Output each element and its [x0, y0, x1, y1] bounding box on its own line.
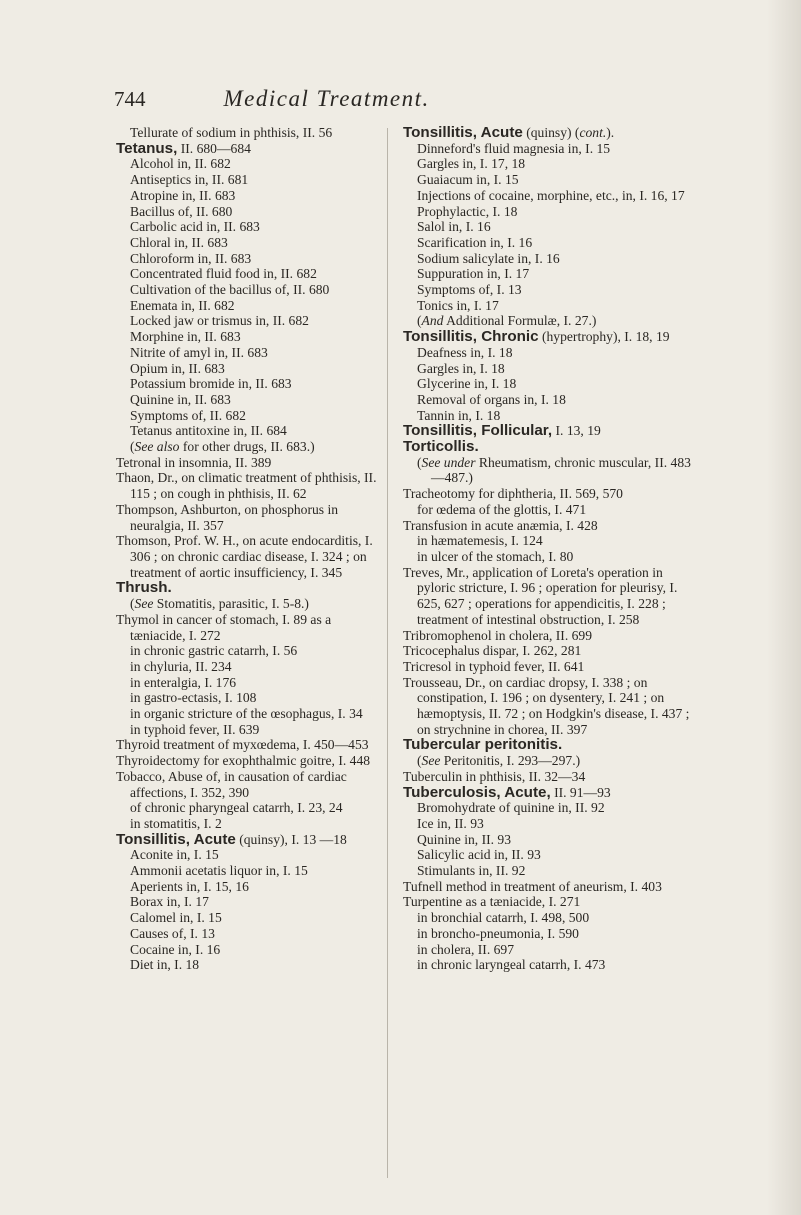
- index-subentry: Glycerine in, I. 18: [417, 376, 517, 392]
- index-entry: Trousseau, Dr., on cardiac dropsy, I. 338 ; on constipation, I. 196 ; on dysentery, I. 241 ; on hæmoptysis, II. 72 ; on Hodgkin's disease, I. 437 ; on strychnine in chorea, II. 397: [403, 674, 690, 737]
- index-heading: [403, 125, 698, 141]
- index-subentry: Injections of cocaine, morphine, etc., in, I. 16, 17: [417, 187, 685, 203]
- index-subentry: Aconite in, I. 15: [130, 847, 219, 863]
- index-entry: Thymol in cancer of stomach, I. 89 as a tæniacide, I. 272: [116, 611, 332, 643]
- index-subentry: Tetanus antitoxine in, II. 684: [130, 423, 287, 439]
- index-subentry: in organic stricture of the œsophagus, I. 34: [130, 706, 363, 722]
- index-heading: [403, 737, 698, 753]
- index-heading: [116, 832, 384, 848]
- index-subentry: in gastro-ectasis, I. 108: [130, 690, 257, 706]
- page-edge-shadow: [767, 0, 801, 1215]
- index-subentry: Potassium bromide in, II. 683: [130, 376, 292, 392]
- index-subentry: Sodium salicylate in, I. 16: [417, 250, 560, 266]
- index-subentry: Chloral in, II. 683: [130, 234, 228, 250]
- index-subentry: Atropine in, II. 683: [130, 187, 236, 203]
- cross-ref-text: Rheumatism, chronic muscular, II. 483—487.): [431, 454, 691, 486]
- index-subentry: Bacillus of, II. 680: [130, 203, 233, 219]
- index-heading: [403, 785, 698, 801]
- cross-reference: [403, 753, 698, 769]
- index-subentry: Symptoms of, I. 13: [417, 282, 522, 298]
- index-subentry: Deafness in, I. 18: [417, 344, 513, 360]
- heading-refs: (quinsy), I. 13 —18: [235, 831, 347, 847]
- heading-term: Thrush.: [116, 579, 172, 597]
- index-subentry: Cultivation of the bacillus of, II. 680: [130, 282, 330, 298]
- index-column-right: [403, 125, 698, 973]
- index-subentry: in chronic laryngeal catarrh, I. 473: [417, 957, 606, 973]
- index-subentry: of chronic pharyngeal catarrh, I. 23, 24: [130, 800, 343, 816]
- index-subentry: Tonics in, I. 17: [417, 297, 499, 313]
- index-subentry: Tannin in, I. 18: [417, 407, 501, 423]
- index-entry: Tuberculin in phthisis, II. 32—34: [403, 768, 586, 784]
- index-subentry: Calomel in, I. 15: [130, 910, 222, 926]
- paren: (: [417, 313, 422, 329]
- heading-term: Tonsillitis, Acute: [403, 124, 523, 141]
- index-subentry: Aperients in, I. 15, 16: [130, 878, 249, 894]
- paren: (: [417, 753, 422, 769]
- index-subentry: Bromohydrate of quinine in, II. 92: [417, 800, 605, 816]
- heading-term: Tonsillitis, Chronic: [403, 328, 539, 346]
- column-divider: [387, 128, 388, 1178]
- index-entry: Thompson, Ashburton, on phosphorus in neuralgia, II. 357: [116, 501, 339, 533]
- index-subentry: in enteralgia, I. 176: [130, 674, 237, 690]
- index-subentry: Diet in, I. 18: [130, 957, 200, 973]
- index-subentry: for œdema of the glottis, I. 471: [417, 501, 587, 517]
- index-entry: Tufnell method in treatment of aneurism, I. 403: [403, 878, 662, 894]
- index-subentry: Stimulants in, II. 92: [417, 863, 526, 879]
- index-heading: [403, 329, 698, 345]
- see-label: See under: [421, 454, 476, 470]
- cross-ref-text: Peritonitis, I. 293—297.): [440, 753, 581, 769]
- running-title: Medical Treatment.: [223, 86, 430, 111]
- index-subentry: Scarification in, I. 16: [417, 234, 533, 250]
- index-subentry: Gargles in, I. 17, 18: [417, 156, 526, 172]
- see-label: See: [421, 753, 441, 769]
- index-entry: Tracheotomy for diphtheria, II. 569, 570: [403, 486, 623, 502]
- index-entry: Turpentine as a tæniacide, I. 271: [403, 894, 581, 910]
- heading-refs: II. 91—93: [550, 784, 611, 800]
- heading-term: Tubercular peritonitis.: [403, 736, 563, 754]
- index-subentry: Causes of, I. 13: [130, 925, 215, 941]
- index-subentry: Enemata in, II. 682: [130, 297, 235, 313]
- index-subentry: Locked jaw or trismus in, II. 682: [130, 313, 309, 329]
- index-subentry: Prophylactic, I. 18: [417, 203, 518, 219]
- index-subentry: Antiseptics in, II. 681: [130, 172, 249, 188]
- index-subentry: Concentrated fluid food in, II. 682: [130, 266, 317, 282]
- index-subentry: in hæmatemesis, I. 124: [417, 533, 543, 549]
- paren: (: [130, 439, 135, 455]
- index-subentry: in ulcer of the stomach, I. 80: [417, 548, 574, 564]
- index-subentry: Carbolic acid in, II. 683: [130, 219, 260, 235]
- heading-term: Tetanus,: [116, 139, 178, 157]
- index-heading: [403, 423, 698, 439]
- index-entry: Thyroid treatment of myxœdema, I. 450—453: [116, 737, 369, 753]
- index-subentry: in chronic gastric catarrh, I. 56: [130, 643, 298, 659]
- index-subentry: Nitrite of amyl in, II. 683: [130, 344, 268, 360]
- index-entry: Tricocephalus dispar, I. 262, 281: [403, 643, 582, 659]
- index-subentry: Cocaine in, I. 16: [130, 941, 221, 957]
- cross-reference: [403, 313, 698, 329]
- index-subentry: Ammonii acetatis liquor in, I. 15: [130, 863, 308, 879]
- index-subentry: in stomatitis, I. 2: [130, 815, 222, 831]
- index-subentry: in broncho-pneumonia, I. 590: [417, 925, 579, 941]
- index-entry: Thaon, Dr., on climatic treatment of phthisis, II. 115 ; on cough in phthisis, II. 62: [116, 470, 377, 502]
- index-entry: Thomson, Prof. W. H., on acute endocarditis, I. 306 ; on chronic cardiac disease, I. 324 ; on treatment of aortic insufficiency, I. 345: [116, 533, 373, 580]
- index-subentry: Gargles in, I. 18: [417, 360, 505, 376]
- index-subentry: Guaiacum in, I. 15: [417, 172, 519, 188]
- index-subentry: Chloroform in, II. 683: [130, 250, 252, 266]
- cross-reference: [116, 596, 384, 612]
- index-subentry: Quinine in, II. 683: [130, 391, 231, 407]
- heading-term: Tuberculosis, Acute,: [403, 783, 551, 801]
- index-entry: Tetronal in insomnia, II. 389: [116, 454, 272, 470]
- index-heading: [403, 439, 698, 455]
- index-heading: [116, 580, 384, 596]
- index-subentry: Tellurate of sodium in phthisis, II. 56: [130, 125, 333, 140]
- index-subentry: Morphine in, II. 683: [130, 329, 241, 345]
- heading-note: cont.: [579, 125, 607, 140]
- cross-ref-text: for other drugs, II. 683.): [179, 439, 315, 455]
- heading-term: Tonsillitis, Acute: [116, 830, 236, 848]
- index-subentry: Suppuration in, I. 17: [417, 266, 530, 282]
- heading-tail: ).: [606, 125, 615, 140]
- index-subentry: in chyluria, II. 234: [130, 658, 232, 674]
- page-number: 744: [114, 87, 146, 111]
- index-entry: Transfusion in acute anæmia, I. 428: [403, 517, 598, 533]
- index-entry: Tobacco, Abuse of, in causation of cardiac affections, I. 352, 390: [116, 768, 347, 800]
- cross-reference: [403, 455, 698, 486]
- index-heading: [116, 141, 384, 157]
- index-entry: Treves, Mr., application of Loreta's operation in pyloric stricture, I. 96 ; operation for pleurisy, I. 625, 627 ; operations for appendicitis, I. 228 ; treatment of intestinal obstruction, I. 258: [403, 564, 678, 627]
- heading-term: Torticollis.: [403, 438, 479, 456]
- index-entry: Tricresol in typhoid fever, II. 641: [403, 658, 585, 674]
- heading-refs: I. 13, 19: [552, 423, 601, 439]
- see-label: And: [421, 313, 444, 329]
- index-subentry: in typhoid fever, II. 639: [130, 721, 260, 737]
- index-subentry: Salicylic acid in, II. 93: [417, 847, 541, 863]
- cross-ref-text: Additional Formulæ, I. 27.): [443, 313, 597, 329]
- index-subentry: Alcohol in, II. 682: [130, 156, 231, 172]
- heading-refs: (quinsy) (: [522, 125, 580, 140]
- see-label: See: [134, 596, 154, 612]
- paren: (: [130, 596, 135, 612]
- index-subentry: Quinine in, II. 93: [417, 831, 512, 847]
- index-subentry: Removal of organs in, I. 18: [417, 391, 566, 407]
- page-header: [114, 86, 714, 112]
- index-subentry: Salol in, I. 16: [417, 219, 491, 235]
- index-subentry: Symptoms of, II. 682: [130, 407, 246, 423]
- heading-refs: II. 680—684: [177, 140, 251, 156]
- see-label: See also: [134, 439, 180, 455]
- index-entry: Tribromophenol in cholera, II. 699: [403, 627, 593, 643]
- index-subentry: Dinneford's fluid magnesia in, I. 15: [417, 140, 611, 156]
- index-subentry: in bronchial catarrh, I. 498, 500: [417, 910, 590, 926]
- index-subentry: Opium in, II. 683: [130, 360, 225, 376]
- paren: (: [417, 454, 422, 470]
- index-subentry: Ice in, II. 93: [417, 815, 484, 831]
- index-subentry: in cholera, II. 697: [417, 941, 515, 957]
- cross-ref-text: Stomatitis, parasitic, I. 5-8.): [153, 596, 309, 612]
- index-column-left: [116, 125, 384, 973]
- index-entry: Thyroidectomy for exophthalmic goitre, I. 448: [116, 753, 371, 769]
- heading-term: Tonsillitis, Follicular,: [403, 422, 553, 440]
- cross-reference: [116, 439, 384, 455]
- heading-refs: (hypertrophy), I. 18, 19: [538, 329, 670, 345]
- index-subentry: Borax in, I. 17: [130, 894, 209, 910]
